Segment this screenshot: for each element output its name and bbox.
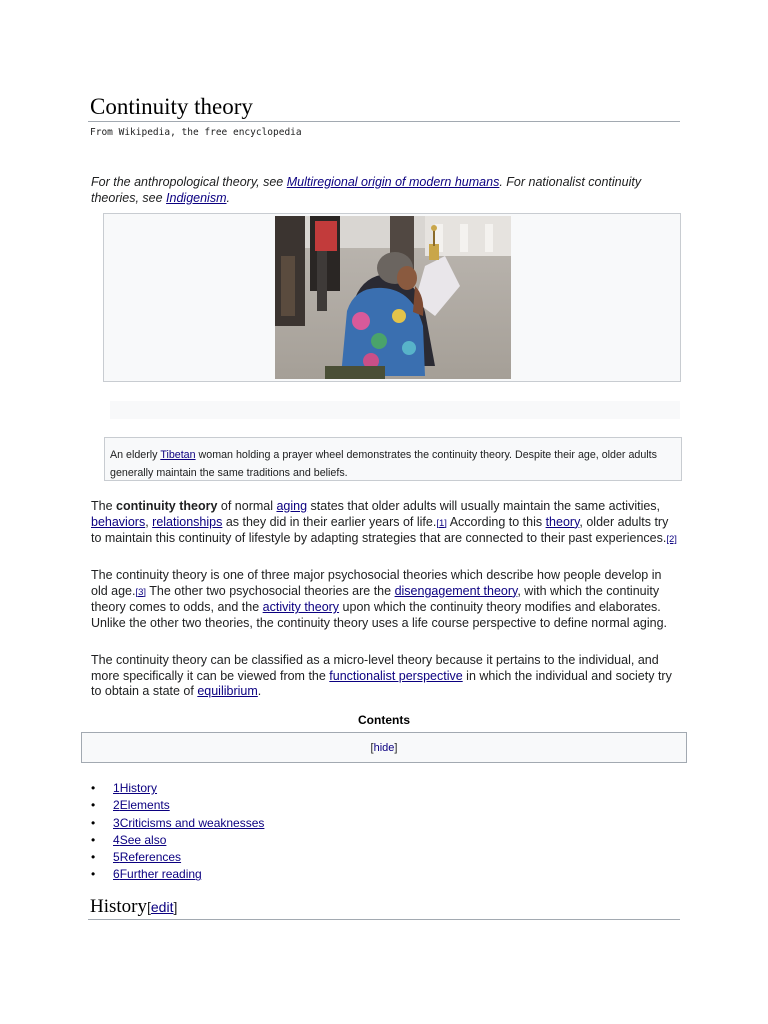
section-heading-text: History	[90, 896, 147, 917]
bullet: •	[91, 832, 96, 847]
toc-number: 4	[113, 832, 120, 847]
toc-label: Elements	[119, 798, 170, 813]
link-indigenism[interactable]: Indigenism	[166, 190, 227, 205]
toc-label: Criticisms and weaknesses	[119, 815, 265, 830]
citation-2[interactable]: [2]	[666, 534, 677, 546]
toc-number: 3	[113, 815, 120, 830]
paragraph-text: The other two psychosocial theories are the	[146, 583, 395, 598]
toc-link[interactable]	[113, 798, 170, 812]
hatnote-text: .	[226, 190, 230, 205]
toc-label: History	[119, 781, 158, 795]
toc-title: Contents	[358, 713, 410, 727]
toc-item-elements[interactable]	[91, 797, 264, 814]
link-disengagement-theory[interactable]: disengagement theory	[394, 583, 518, 598]
bold-term: continuity theory	[116, 499, 218, 513]
toc-label: References	[119, 850, 182, 865]
bullet: •	[91, 850, 96, 865]
paragraph-text: as they did in their earlier years of life.	[222, 514, 437, 529]
bullet: •	[91, 867, 96, 882]
link-tibetan[interactable]: Tibetan	[160, 449, 196, 461]
figure-caption	[104, 437, 682, 481]
toc-link[interactable]	[113, 781, 157, 795]
caption-text: An elderly	[110, 449, 161, 461]
figure-image[interactable]	[275, 216, 511, 379]
paragraph-text: , older adults try to maintain this continuity of lifestyle by adapting strategies that are connected to their past experiences.	[91, 514, 669, 546]
paragraph-text: of normal	[217, 499, 277, 513]
link-theory[interactable]: theory	[545, 514, 580, 529]
intro-paragraph-1	[91, 499, 681, 548]
toc-number: 5	[113, 850, 120, 865]
edit-section-link[interactable]: edit	[150, 899, 174, 915]
hatnote-text: For the anthropological theory, see	[91, 175, 287, 189]
citation-1[interactable]: [1]	[436, 517, 447, 529]
edit-section	[147, 899, 177, 915]
link-activity-theory[interactable]: activity theory	[262, 600, 340, 615]
toc-toggle-bar	[81, 732, 687, 763]
hatnote	[91, 175, 681, 206]
toc-link[interactable]	[113, 833, 166, 847]
page-title: Continuity theory	[90, 94, 253, 119]
caption-text: woman holding a prayer wheel demonstrates the continuity theory. Despite their age, older adults generally maintain the same traditions and beliefs.	[110, 449, 657, 479]
section-heading-history	[90, 895, 177, 919]
citation-3[interactable]: [3]	[135, 586, 147, 598]
paragraph-text: upon which the continuity theory modifies and elaborates. Unlike the other two theories, the continuity theory uses a life course perspective to define normal aging.	[91, 600, 668, 630]
paragraph-text: The	[91, 499, 117, 513]
paragraph-text: states that older adults will usually maintain the same activities,	[307, 499, 661, 513]
toc-item-see-also[interactable]	[91, 832, 264, 849]
bracket: [	[147, 899, 151, 915]
paragraph-text: The continuity theory is one of three major psychosocial theories which describe how people develop in old age.	[91, 568, 662, 598]
bracket: ]	[173, 899, 178, 915]
link-behaviors[interactable]: behaviors	[91, 514, 146, 529]
paragraph-text: ,	[145, 514, 153, 529]
hatnote-text: . For nationalist continuity theories, see	[91, 175, 642, 205]
paragraph-text: The continuity theory can be classified as a micro-level theory because it pertains to the individual, and more specifically it can be viewed from the	[91, 653, 659, 683]
toc-hide-link[interactable]: hide	[373, 742, 395, 754]
link-aging[interactable]: aging	[276, 499, 308, 513]
paragraph-text: , with which the continuity theory comes to odds, and the	[91, 583, 660, 615]
paragraph-text: .	[257, 684, 262, 699]
link-functionalist-perspective[interactable]: functionalist perspective	[329, 668, 463, 683]
bracket: ]	[394, 742, 398, 754]
toc-number: 2	[113, 798, 120, 813]
toc-item-further-reading[interactable]	[91, 866, 264, 883]
figure-spacer	[110, 401, 680, 419]
link-multiregional-origin[interactable]: Multiregional origin of modern humans	[286, 175, 500, 189]
toc-number: 1	[113, 781, 120, 795]
section-divider	[88, 919, 680, 920]
toc-list	[91, 780, 264, 884]
toc-label: See also	[119, 832, 167, 847]
intro-paragraph-2	[91, 568, 681, 631]
toc-item-references[interactable]	[91, 849, 264, 866]
toc-link[interactable]	[113, 850, 181, 864]
paragraph-text: in which the individual and society try to obtain a state of	[91, 668, 672, 699]
title-divider	[88, 121, 680, 122]
bracket: [	[370, 742, 374, 754]
toc-item-criticisms[interactable]	[91, 815, 264, 832]
bullet: •	[91, 798, 96, 813]
bullet: •	[91, 781, 96, 795]
tagline: From Wikipedia, the free encyclopedia	[90, 127, 302, 138]
bullet: •	[91, 815, 96, 830]
toc-link[interactable]	[113, 867, 202, 881]
toc-item-history[interactable]	[91, 780, 264, 797]
link-equilibrium[interactable]: equilibrium	[197, 684, 258, 699]
toc-label: Further reading	[119, 867, 202, 882]
intro-paragraph-3	[91, 653, 681, 700]
link-relationships[interactable]: relationships	[152, 514, 223, 529]
paragraph-text: According to this	[446, 514, 546, 529]
toc-link[interactable]	[113, 816, 264, 830]
toc-number: 6	[113, 867, 120, 882]
